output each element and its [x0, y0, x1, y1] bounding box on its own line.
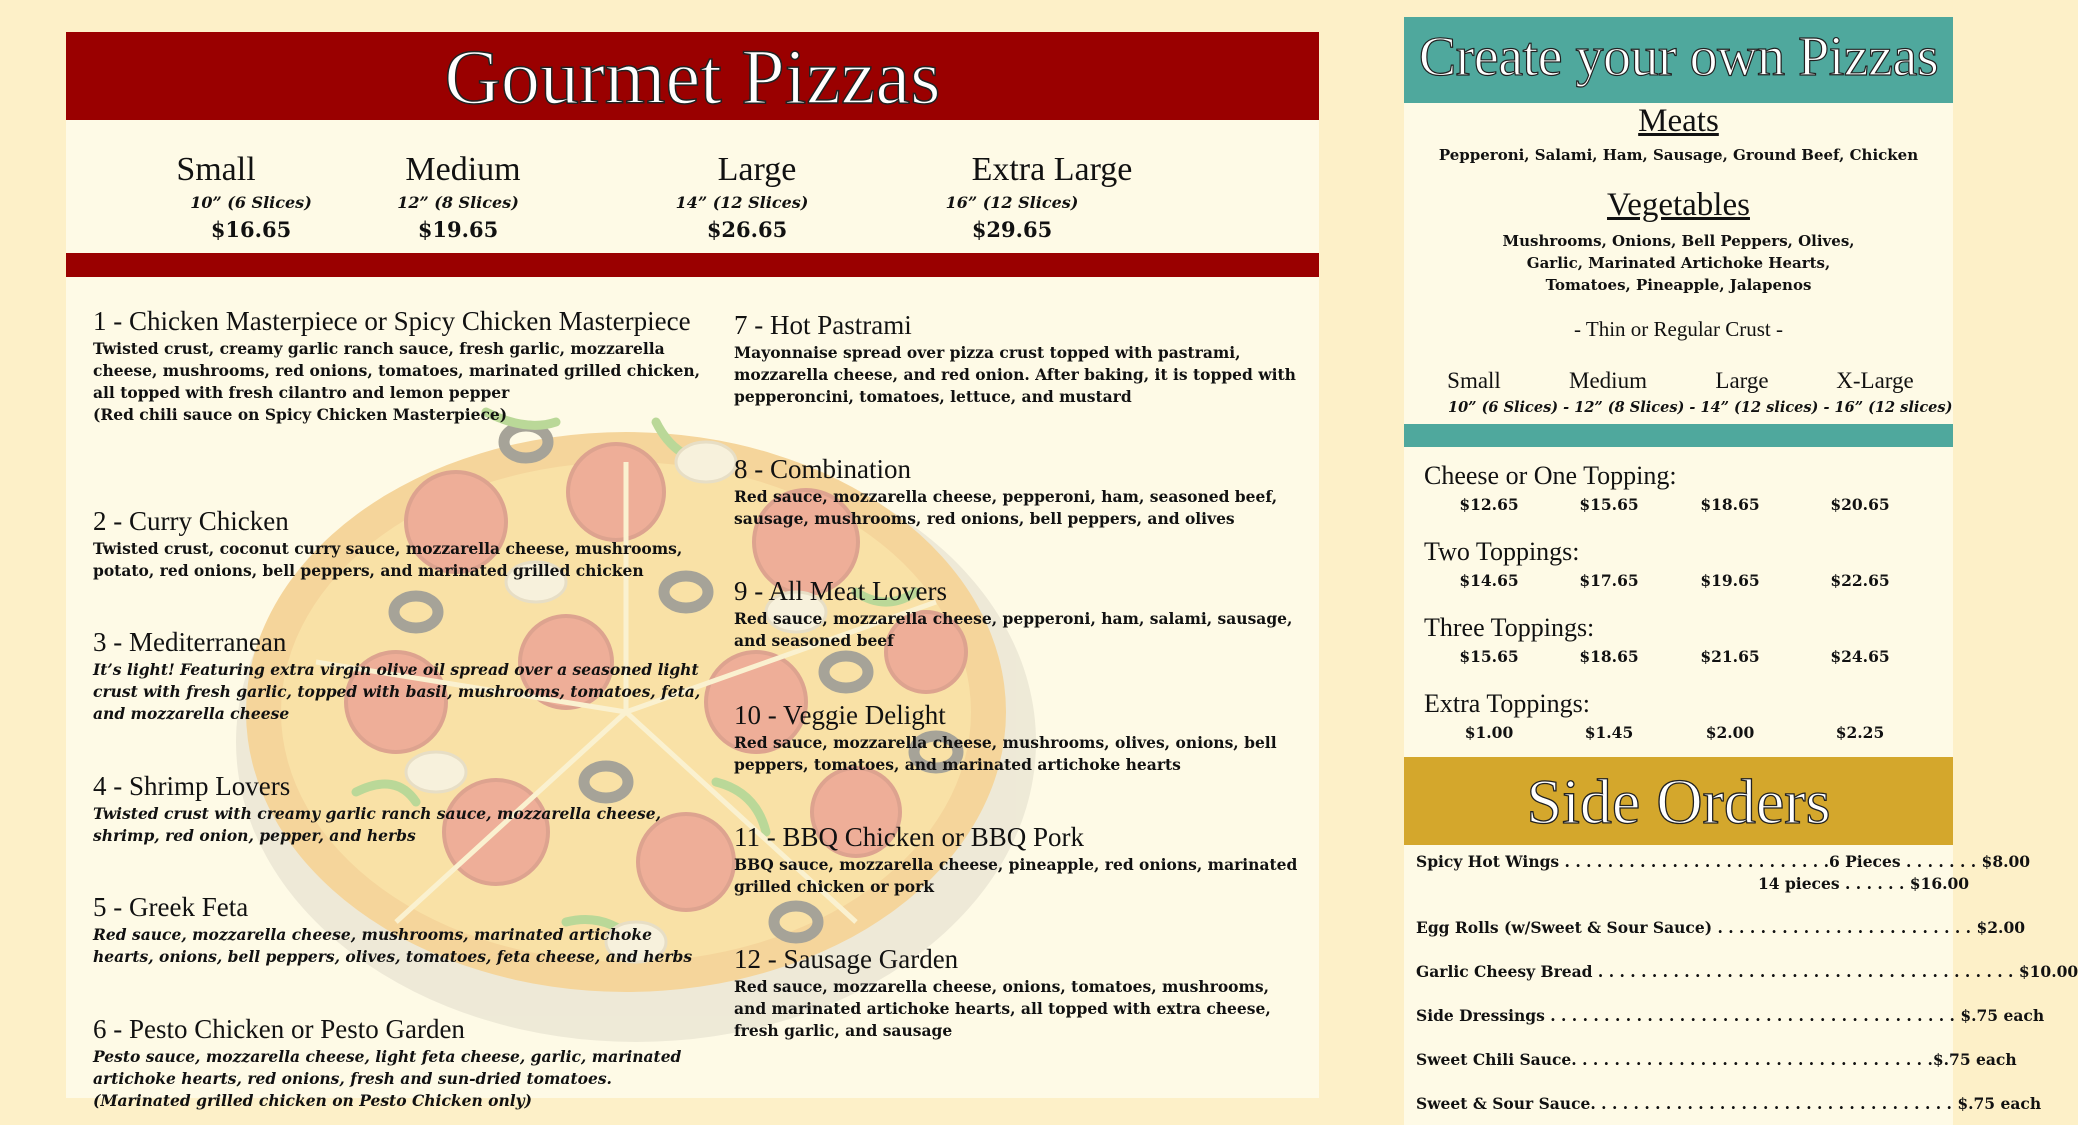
- side-item-price: $.75 each: [1957, 1094, 2042, 1113]
- size-slices: 16” (12 Slices): [945, 193, 1079, 212]
- pizza-description: Twisted crust, creamy garlic ranch sauce, fresh garlic, mozzarella cheese, mushrooms, red onions, tomatoes, marinated grilled chicken, all topped with fresh cilantro and lemon pepper: [93, 339, 701, 402]
- pizza-name: 1 - Chicken Masterpiece or Spicy Chicken Masterpiece: [93, 306, 691, 336]
- topping-price: $12.65: [1459, 495, 1519, 514]
- side-item-name: Sweet & Sour Sauce: [1416, 1094, 1591, 1113]
- side-item-price: $.75 each: [1960, 1006, 2045, 1025]
- topping-price: $18.65: [1579, 647, 1639, 666]
- leader-dots: . . . . . . . . . . . . . . . . . . . . . . . .: [1712, 918, 1977, 937]
- create-size-medium: Medium: [1569, 368, 1647, 393]
- pizza-description: Red sauce, mozzarella cheese, mushrooms, olives, onions, bell peppers, tomatoes, and marinated artichoke hearts: [734, 733, 1277, 774]
- create-size-large: Large: [1715, 368, 1769, 393]
- size-slices: 14” (12 Slices): [675, 193, 809, 212]
- topping-price: $18.65: [1700, 495, 1760, 514]
- pizza-name: 8 - Combination: [734, 454, 911, 484]
- pizza-item-8: [734, 452, 1304, 530]
- side-item-price: $.75 each: [1932, 1050, 2017, 1069]
- pizza-description: Red sauce, mozzarella cheese, mushrooms, marinated artichoke hearts, onions, bell peppers, olives, tomatoes, feta cheese, and herbs: [93, 925, 693, 966]
- topping-price: $1.00: [1464, 723, 1514, 742]
- gourmet-header: [66, 32, 1319, 120]
- size-name: Extra Large: [971, 151, 1133, 188]
- pizza-item-4: [93, 769, 703, 847]
- pizza-name: 7 - Hot Pastrami: [734, 310, 912, 340]
- vegetables-line: Garlic, Marinated Artichoke Hearts,: [1526, 254, 1831, 272]
- meats-list: Pepperoni, Salami, Ham, Sausage, Ground Beef, Chicken: [1438, 146, 1919, 164]
- leader-dots: . . . . . .: [1839, 874, 1910, 893]
- pizza-name: 11 - BBQ Chicken or BBQ Pork: [734, 822, 1084, 852]
- topping-price: $2.25: [1835, 723, 1885, 742]
- topping-label: Cheese or One Topping:: [1424, 461, 1677, 490]
- size-name: Large: [717, 151, 797, 188]
- side-item-price: $16.00: [1909, 874, 1970, 893]
- pizza-name: 5 - Greek Feta: [93, 892, 249, 922]
- pizza-description: Twisted crust with creamy garlic ranch sauce, mozzarella cheese, shrimp, red onion, pepper, and herbs: [93, 804, 661, 845]
- pizza-name: 4 - Shrimp Lovers: [93, 771, 291, 801]
- side-item: [1758, 873, 1970, 895]
- pizza-description: Pesto sauce, mozzarella cheese, light feta cheese, garlic, marinated artichoke hearts, red onions, fresh and sun-dried tomatoes. (Marinated grilled chicken on Pesto Chicken only): [93, 1047, 682, 1110]
- side-item-detail: 6 Pieces: [1828, 852, 1901, 871]
- size-price: $26.65: [706, 217, 788, 242]
- pizza-item-9: [734, 574, 1304, 652]
- pizza-item-7: [734, 308, 1304, 408]
- size-name: Medium: [405, 151, 521, 188]
- pizza-description: Red sauce, mozzarella cheese, onions, tomatoes, mushrooms, and marinated artichoke hearts, all topped with extra cheese, fresh garlic, and sausage: [734, 977, 1271, 1040]
- pizza-name: 6 - Pesto Chicken or Pesto Garden: [93, 1014, 465, 1044]
- side-item: [1416, 1005, 2045, 1027]
- topping-price: $20.65: [1830, 495, 1890, 514]
- vegetables-line: Mushrooms, Onions, Bell Peppers, Olives,: [1502, 232, 1855, 250]
- topping-label: Extra Toppings:: [1424, 689, 1590, 718]
- leader-dots: . . . . . . . . . . . . . . . . . . . . . . . . . . . . . . . . . .: [1571, 1050, 1933, 1069]
- topping-price: $21.65: [1700, 647, 1760, 666]
- side-item-detail: 14 pieces: [1758, 874, 1840, 893]
- pizza-name: 9 - All Meat Lovers: [734, 576, 947, 606]
- side-item-name: Spicy Hot Wings: [1416, 852, 1560, 871]
- side-item: [1416, 1049, 2017, 1071]
- leader-dots: . . . . . . . . . . . . . . . . . . . . . . . . . . . . . . . . . . . . . . .: [1592, 962, 2019, 981]
- pizza-description: BBQ sauce, mozzarella cheese, pineapple, red onions, marinated grilled chicken or pork: [734, 855, 1298, 896]
- gourmet-divider: [66, 253, 1319, 277]
- size-price: $19.65: [417, 217, 499, 242]
- pizza-description: Red sauce, mozzarella cheese, pepperoni, ham, seasoned beef, sausage, mushrooms, red onions, bell peppers, and olives: [734, 487, 1278, 528]
- side-item-price: $8.00: [1981, 852, 2031, 871]
- size-large: [612, 150, 872, 244]
- vegetables-heading: Vegetables: [1607, 187, 1750, 223]
- side-item-price: $2.00: [1976, 918, 2026, 937]
- pizza-description: Mayonnaise spread over pizza crust topped with pastrami, mozzarella cheese, and red onion. After baking, it is topped with pepperoncini, tomatoes, lettuce, and mustard: [734, 343, 1296, 406]
- size-small: [86, 150, 346, 244]
- pizza-item-12: [734, 942, 1304, 1042]
- side-item-name: Garlic Cheesy Bread: [1416, 962, 1593, 981]
- pizza-item-10: [734, 698, 1304, 776]
- topping-price: $19.65: [1700, 571, 1760, 590]
- pizza-name: 2 - Curry Chicken: [93, 506, 289, 536]
- topping-price: $15.65: [1579, 495, 1639, 514]
- pizza-name: 12 - Sausage Garden: [734, 944, 959, 974]
- crust-options: - Thin or Regular Crust -: [1574, 317, 1783, 341]
- create-size-small: Small: [1447, 368, 1501, 393]
- pizza-item-5: [93, 890, 703, 968]
- leader-dots: . . . . . . . . . . . . . . . . . . . . . . . . .: [1559, 852, 1829, 871]
- pizza-item-2: [93, 504, 703, 582]
- vegetables-line: Tomatoes, Pineapple, Jalapenos: [1545, 276, 1812, 294]
- create-slices-line: 10” (6 Slices) - 12” (8 Slices) - 14” (12 slices) - 16” (12 slices): [1448, 399, 1953, 416]
- create-header: [1404, 17, 1953, 103]
- topping-price: $22.65: [1830, 571, 1890, 590]
- side-item: [1416, 851, 2031, 873]
- side-orders-header: [1404, 757, 1953, 845]
- topping-price: $14.65: [1459, 571, 1519, 590]
- size-slices: 12” (8 Slices): [397, 193, 519, 212]
- pizza-item-3: [93, 625, 703, 725]
- size-slices: 10” (6 Slices): [190, 193, 312, 212]
- side-orders-title: Side Orders: [1526, 766, 1831, 837]
- pizza-name: 3 - Mediterranean: [93, 627, 287, 657]
- create-your-own-panel: [1404, 17, 2078, 1125]
- size-price: $29.65: [971, 217, 1053, 242]
- pizza-item-6: [93, 1012, 703, 1112]
- size-extra-large: [902, 150, 1162, 244]
- side-item-name: Sweet Chili Sauce: [1416, 1050, 1572, 1069]
- side-item: [1416, 961, 2078, 983]
- size-medium: [318, 150, 578, 244]
- gourmet-title: Gourmet Pizzas: [444, 33, 941, 120]
- pizza-note: (Red chili sauce on Spicy Chicken Masterpiece): [93, 405, 508, 424]
- leader-dots: . . . . . . . . . . . . . . . . . . . . . . . . . . . . . . . . . .: [1590, 1094, 1958, 1113]
- meats-heading: Meats: [1638, 103, 1719, 139]
- gourmet-panel: [66, 32, 1319, 1110]
- pizza-description: It’s light! Featuring extra virgin olive oil spread over a seasoned light crust with fresh garlic, topped with basil, mushrooms, tomatoes, feta, and mozzarella cheese: [93, 660, 701, 723]
- pizza-item-1: [93, 304, 703, 426]
- teal-divider: [1404, 424, 1953, 447]
- topping-price: $2.00: [1705, 723, 1755, 742]
- pizza-description: Red sauce, mozzarella cheese, pepperoni, ham, salami, sausage, and seasoned beef: [734, 609, 1293, 650]
- create-size-xlarge: X-Large: [1836, 368, 1914, 393]
- topping-label: Two Toppings:: [1424, 537, 1580, 566]
- size-name: Small: [176, 151, 256, 188]
- create-title: Create your own Pizzas: [1418, 26, 1939, 88]
- topping-price: $17.65: [1579, 571, 1639, 590]
- side-item-name: Side Dressings: [1416, 1006, 1545, 1025]
- side-item: [1416, 917, 2026, 939]
- pizza-item-11: [734, 820, 1304, 898]
- leader-dots: . . . . . . .: [1900, 852, 1982, 871]
- leader-dots: . . . . . . . . . . . . . . . . . . . . . . . . . . . . . . . . . . . . . .: [1544, 1006, 1961, 1025]
- topping-price: $1.45: [1584, 723, 1634, 742]
- topping-label: Three Toppings:: [1424, 613, 1595, 642]
- pizza-name: 10 - Veggie Delight: [734, 700, 946, 730]
- side-item-name: Egg Rolls (w/Sweet & Sour Sauce): [1416, 918, 1713, 937]
- side-item-price: $10.00: [2018, 962, 2078, 981]
- size-price: $16.65: [210, 217, 292, 242]
- pizza-description: Twisted crust, coconut curry sauce, mozzarella cheese, mushrooms, potato, red onions, bell peppers, and marinated grilled chicken: [93, 539, 683, 580]
- topping-price: $24.65: [1830, 647, 1890, 666]
- side-item: [1416, 1093, 2042, 1115]
- topping-price: $15.65: [1459, 647, 1519, 666]
